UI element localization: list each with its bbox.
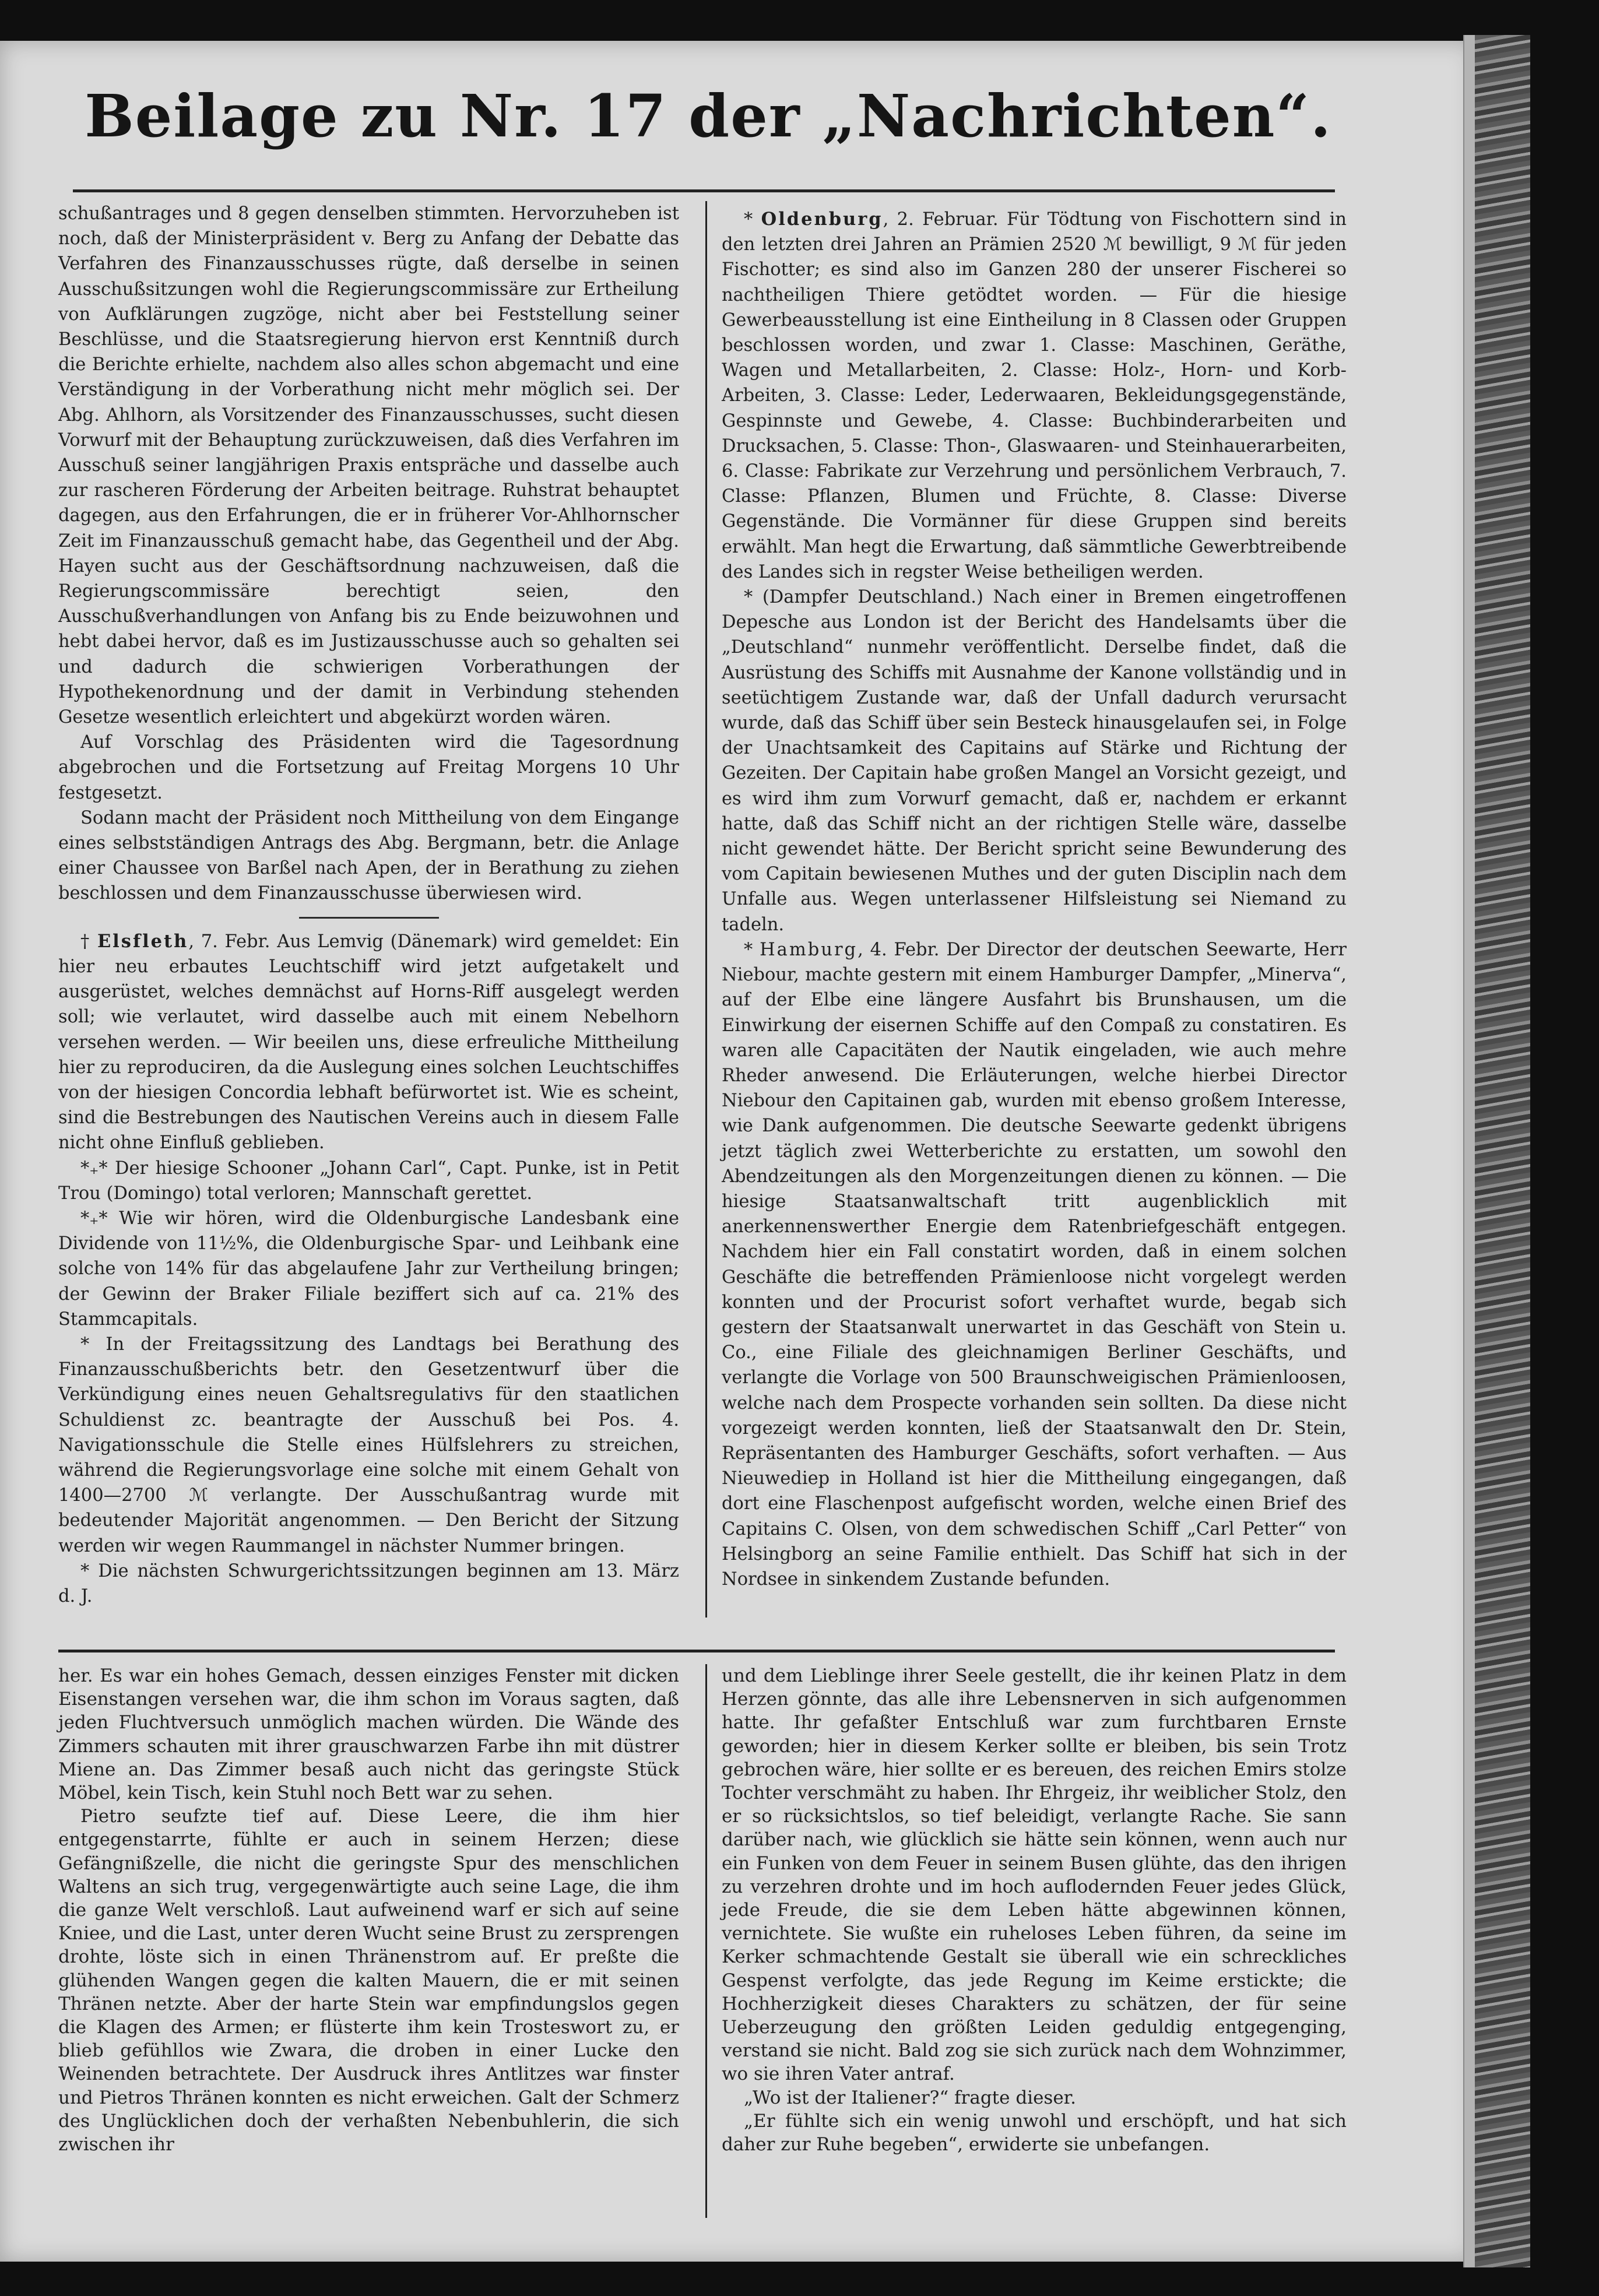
news-column-left xyxy=(58,201,679,1609)
article-paragraph: schußantrages und 8 gegen denselben stimmten. Hervorzuheben ist noch, daß der Ministerpräsident v. Berg zu Anfang der Debatte das Verfahren des Finanzausschusses rügte, daß derselbe in seinen Ausschußsitzungen wohl die Regierungscommissäre zur Ertheilung von Aufklärungen zugzöge, nicht aber bei Feststellung seiner Beschlüsse, und die Staatsregierung hiervon erst Kenntniß durch die Berichte erhielte, nachdem also alles schon abgemacht und eine Verständigung in der Vorberathung nicht mehr möglich sei. Der Abg. Ahlhorn, als Vorsitzender des Finanzausschusses, sucht diesen Vorwurf mit der Behauptung zurückzuweisen, daß dies Verfahren im Ausschuß seiner langjährigen Praxis entspräche und dasselbe auch zur rascheren Förderung der Arbeiten beitrage. Ruhstrat behauptet dagegen, aus den Erfahrungen, die er in früherer Vor-Ahlhornscher Zeit im Finanzausschuß gemacht habe, das Gegentheil und der Abg. Hayen sucht aus der Geschäftsordnung nachzuweisen, daß die Regierungscommissäre berechtigt seien, den Ausschußverhandlungen von Anfang bis zu Ende beizuwohnen und hebt dabei hervor, daß es im Justizausschusse auch so gehalten sei und dadurch die schwierigen Vorberathungen der Hypothekenordnung und der damit in Verbindung stehenden Gesetze wesentlich erleichtert und abgekürzt worden wären. xyxy=(58,203,679,728)
dateline-place: Elsfleth xyxy=(97,930,189,952)
feuilleton-column-right xyxy=(722,1664,1347,2156)
dagger-mark: † xyxy=(80,931,91,952)
story-paragraph: und dem Lieblinge ihrer Seele gestellt, die ihr keinen Platz in dem Herzen gönnte, das alle ihre Lebensnerven in sich aufgenommen hatte. Ihr gefaßter Entschluß war zum furchtbaren Ernste geworden; hier in diesem Kerker sollte er bleiben, bis sein Trotz gebrochen wäre, hier sollte er es bereuen, des reichen Emirs stolze Tochter verschmäht zu haben. Ihr Ehrgeiz, ihr weiblicher Stolz, den er so rücksichtslos, so tief beleidigt, verlangte Rache. Sie sann darüber nach, wie glücklich sie hätte sein können, wenn auch nur ein Funken von dem Feuer in seinem Busen glühte, das den ihrigen zu verzehren drohte und im hoch auflodernden Feuer jedes Glück, jede Freude, die sie dem Leben hätte abgewinnen können, vernichtete. Sie wußte ein ruheloses Leben führen, da seine im Kerker schmachtende Gestalt sie überall wie ein schreckliches Gespenst verfolgte, das jede Regung im Keime erstickte; die Hochherzigkeit dieses Charakters zu schätzen, der für seine Ueberzeugung den größten Leiden geduldig entgegenging, verstand sie nicht. Bald zog sie sich zurück nach dem Wohnzimmer, wo sie ihren Vater antraf. xyxy=(722,1665,1347,2085)
article-paragraph: * Die nächsten Schwurgerichtssitzungen beginnen am 13. März d. J. xyxy=(58,1560,679,1606)
article-hamburg xyxy=(722,937,1347,1592)
article-separator xyxy=(299,917,439,919)
story-paragraph: Pietro seufzte tief auf. Diese Leere, die ihm hier entgegenstarrte, fühlte er auch in seinem Herzen; diese Gefängnißzelle, die nicht die geringste Spur des menschlichen Waltens an sich trug, vergegenwärtigte auch seine Lage, die ihm die ganze Welt verschloß. Laut aufweinend warf er sich auf seine Kniee, und die Last, unter deren Wucht seine Brust zu zersprengen drohte, löste sich in einen Thränenstrom auf. Er preßte die glühenden Wangen gegen die kalten Mauern, die er mit seinen Thränen netzte. Aber der harte Stein war empfindungslos gegen die Klagen des Armen; er flüsterte ihm kein Trosteswort zu, er blieb gefühllos wie Zwara, die droben in einer Lucke den Weinenden betrachtete. Der Ausdruck ihres Antlitzes war finster und Pietros Thränen konnten es nicht erweichen. Galt der Schmerz des Unglücklichen doch der verhaßten Nebenbuhlerin, die sich zwischen ihr xyxy=(58,1806,679,2156)
article-paragraph: Auf Vorschlag des Präsidenten wird die Tagesordnung abgebrochen und die Fortsetzung auf Freitag Morgens 10 Uhr festgesetzt. xyxy=(58,732,679,803)
asterisk-mark: * xyxy=(744,209,753,230)
story-paragraph: „Er fühlte sich ein wenig unwohl und erschöpft, und hat sich daher zur Ruhe begeben“, erwiderte sie unbefangen. xyxy=(722,2110,1347,2156)
article-paragraph: *₊* Der hiesige Schooner „Johann Carl“, Capt. Punke, ist in Petit Trou (Domingo) total verloren; Mannschaft gerettet. xyxy=(58,1158,679,1204)
dateline-place: Hamburg xyxy=(760,939,858,960)
marbled-book-cover xyxy=(1475,35,1530,2267)
article-oldenburg xyxy=(722,207,1347,585)
article-text: , 4. Febr. Der Director der deutschen Seewarte, Herr Niebour, machte gestern mit einem Hamburger Dampfer, „Minerva“, auf der Elbe eine längere Ausfahrt bis Brunshausen, um die Einwirkung der eisernen Schiffe auf den Compaß zu constatiren. Es waren alle Capacitäten der Nautik eingeladen, wie auch mehre Rheder anwesend. Die Erläuterungen, welche hierbei Director Niebour den Capitainen gab, wurden mit ebenso großem Interesse, wie Dank aufgenommen. Die deutsche Seewarte gedenkt übrigens jetzt täglich zwei Wetterberichte zu erstatten, um sowohl den Abendzeitungen als den Morgenzeitungen dienen zu können. — Die hiesige Staatsanwaltschaft tritt augenblicklich mit anerkennenswerther Energie dem Ratenbriefgeschäft entgegen. Nachdem hier ein Fall constatirt worden, daß in einem solchen Geschäfte die betreffenden Prämienloose nicht vorgelegt werden konnten und der Procurist sofort verhaftet wurde, begab sich gestern der Staatsanwalt unerwartet in das Geschäft von Stein u. Co., eine Filiale des gleichnamigen Berliner Geschäfts, und verlangte die Vorlage von 500 Braunschweigischen Prämienloosen, welche nach dem Prospecte vorhanden sein sollten. Da diese nicht vorgezeigt werden konnten, ließ der Staatsanwalt den Dr. Stein, Repräsentanten des Hamburger Geschäfts, sofort verhaften. — Aus Nieuwediep in Holland ist hier die Mittheilung eingegangen, daß dort eine Flaschenpost aufgefischt worden, welche einen Brief des Capitains C. Olsen, von dem schwedischen Schiff „Carl Petter“ von Helsingborg an seine Familie enthielt. Das Schiff hat sich in der Nordsee in sinkendem Zustande befunden. xyxy=(722,939,1347,1590)
article-paragraph: * (Dampfer Deutschland.) Nach einer in Bremen eingetroffenen Depesche aus London ist der Bericht des Handelsamts über die „Deutschland“ nunmehr veröffentlicht. Derselbe findet, daß die Ausrüstung des Schiffs mit Ausnahme der Kanone vollständig und in seetüchtigem Zustande war, daß der Unfall dadurch verursacht wurde, daß das Schiff über sein Besteck hinausgelaufen sei, in Folge der Unachtsamkeit des Capitains auf Stärke und Richtung der Gezeiten. Der Capitain habe großen Mangel an Vorsicht gezeigt, und es wird ihm zum Vorwurf gemacht, daß er, nachdem er erkannt hatte, daß das Schiff nicht an der richtigen Stelle wäre, dasselbe nicht gewendet hätte. Der Bericht spricht seine Bewunderung des vom Capitain bewiesenen Muthes und der guten Disciplin nach dem Unfalle aus. Wegen unterlassener Hilfsleistung sei Niemand zu tadeln. xyxy=(722,587,1347,935)
column-divider-upper xyxy=(705,201,707,1618)
article-paragraph: * In der Freitagssitzung des Landtags bei Berathung des Finanzausschußberichts betr. den Gesetzentwurf über die Verkündigung eines neuen Gehaltsregulativs für den staatlichen Schuldienst zc. beantragte der Ausschuß bei Pos. 4. Navigationsschule die Stelle eines Hülfslehrers zu streichen, während die Regierungsvorlage eine solche mit einem Gehalt von 1400—2700 ℳ verlangte. Der Ausschußantrag wurde mit bedeutender Majorität angenommen. — Den Bericht der Sitzung werden wir wegen Raummangel in nächster Nummer bringen. xyxy=(58,1334,679,1556)
asterisk-mark: * xyxy=(744,939,753,960)
article-paragraph: Sodann macht der Präsident noch Mittheilung von dem Eingange eines selbstständigen Antrags des Abg. Bergmann, betr. die Anlage einer Chaussee von Barßel nach Apen, der in Berathung zu ziehen beschlossen und dem Finanzausschusse überwiesen wird. xyxy=(58,807,679,904)
article-text: , 7. Febr. Aus Lemvig (Dänemark) wird gemeldet: Ein hier neu erbautes Leuchtschiff wird jetzt aufgetakelt und ausgerüstet, welches demnächst auf Horns-Riff ausgelegt werden soll; wie verlautet, wird dasselbe auch mit einem Nebelhorn versehen werden. — Wir beeilen uns, diese erfreuliche Mittheilung hier zu reproduciren, da die Auslegung eines solchen Leuchtschiffes von der hiesigen Concordia lebhaft befürwortet ist. Wie es scheint, sind die Bestrebungen des Nautischen Vereins auch in diesem Falle nicht ohne Einfluß geblieben. xyxy=(58,931,679,1154)
section-rule xyxy=(58,1650,1335,1652)
article-paragraph: *₊* Wie wir hören, wird die Oldenburgische Landesbank eine Dividende von 11½%, die Oldenburgische Spar- und Leihbank eine solche von 14% für das abgelaufene Jahr zur Vertheilung bringen; der Gewinn der Braker Filiale beziffert sich auf ca. 21% des Stammcapitals. xyxy=(58,1208,679,1330)
story-paragraph: her. Es war ein hohes Gemach, dessen einziges Fenster mit dicken Eisenstangen versehen war, die ihm schon im Voraus sagten, daß jeden Fluchtversuch unmöglich machen würden. Die Wände des Zimmers schauten mit ihrer grauschwarzen Farbe ihn mit düstrer Miene an. Das Zimmer besaß auch nicht das geringste Stück Möbel, kein Tisch, kein Stuhl noch Bett war zu sehen. xyxy=(58,1665,679,1804)
feuilleton-column-left xyxy=(58,1664,679,2156)
title-rule xyxy=(73,189,1335,192)
news-column-right xyxy=(722,207,1347,1592)
story-paragraph: „Wo ist der Italiener?“ fragte dieser. xyxy=(744,2087,1076,2108)
page-title: Beilage zu Nr. 17 der „Nachrichten“. xyxy=(85,82,1332,150)
dateline-place: Oldenburg xyxy=(761,209,883,230)
article-elsfleth xyxy=(58,929,679,1156)
article-text: , 2. Februar. Für Tödtung von Fischottern sind in den letzten drei Jahren an Prämien 2520 ℳ bewilligt, 9 ℳ für jeden Fischotter; es sind also im Ganzen 280 der unserer Fischerei so nachtheiligen Thiere getödtet worden. — Für die hiesige Gewerbeausstellung ist eine Eintheilung in 8 Classen oder Gruppen beschlossen worden, und zwar 1. Classe: Maschinen, Geräthe, Wagen und Metallarbeiten, 2. Classe: Holz-, Horn- und Korb-Arbeiten, 3. Classe: Leder, Lederwaaren, Bekleidungsgegenstände, Gespinnste und Gewebe, 4. Classe: Buchbinderarbeiten und Drucksachen, 5. Classe: Thon-, Glaswaaren- und Steinhauerarbeiten, 6. Classe: Fabrikate zur Verzehrung und persönlichem Verbrauch, 7. Classe: Pflanzen, Blumen und Früchte, 8. Classe: Diverse Gegenstände. Die Vormänner für diese Gruppen sind bereits erwählt. Man hegt die Erwartung, daß sämmtliche Gewerbtreibende des Landes sich in regster Weise betheiligen werden. xyxy=(722,209,1347,582)
column-divider-lower xyxy=(705,1664,707,2218)
